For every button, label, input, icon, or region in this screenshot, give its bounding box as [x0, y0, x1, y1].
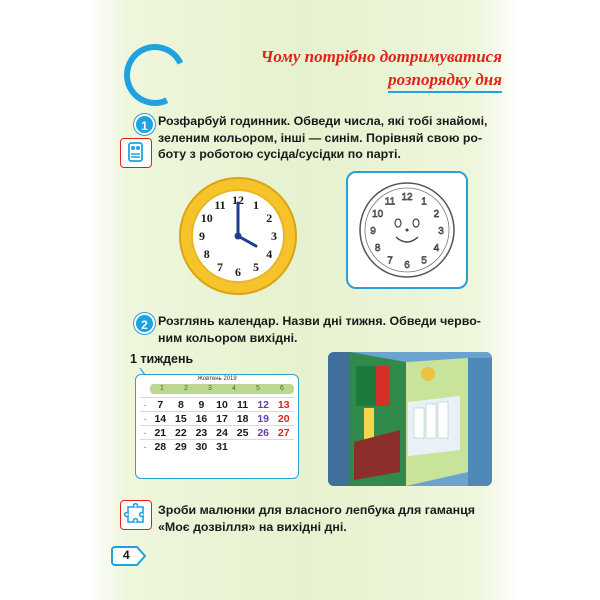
calendar-header-cell: 6	[280, 385, 284, 392]
calendar-day: 26	[257, 427, 270, 439]
calendar-day: 7	[157, 399, 164, 411]
sketch-clock-number: 11	[384, 196, 396, 208]
sketch-clock-number: 2	[433, 209, 440, 220]
calendar-day: 31	[216, 441, 228, 453]
calendar-day: 22	[175, 427, 187, 439]
task-2-text	[158, 313, 496, 346]
calendar-header-cell: 3	[208, 385, 212, 392]
calendar-day: 10	[216, 399, 228, 411]
task-3-line: «Моє дозвілля» на вихідні дні.	[158, 519, 347, 534]
calendar-day: 18	[236, 413, 249, 425]
sketch-clock-number: 8	[374, 243, 381, 254]
clock-number: 11	[214, 197, 226, 212]
calendar-month-title: Жовтень 2019	[197, 376, 237, 382]
lapbook-photo	[328, 352, 492, 486]
coloring-clock-frame	[346, 171, 468, 289]
calendar-day: 19	[257, 413, 270, 425]
calendar-header-cell: 5	[256, 385, 260, 392]
calendar-grid	[140, 397, 294, 453]
sketch-clock-number: 3	[438, 226, 444, 237]
sketch-clock-number: 7	[387, 255, 393, 267]
clock-number: 3	[271, 229, 277, 243]
sketch-clock-number: 9	[370, 226, 376, 237]
clock-number: 4	[266, 247, 273, 261]
calendar-row	[140, 425, 294, 439]
calendar-day: 16	[195, 413, 208, 425]
clock-number: 10	[200, 211, 213, 225]
title-line-1: Чому потрібно дотримуватися	[260, 47, 502, 66]
calendar-day: 12	[257, 399, 270, 411]
calendar-day: 29	[175, 441, 187, 453]
calendar-week-marker: -	[143, 400, 147, 410]
puzzle-icon	[120, 500, 152, 530]
calendar-day: 27	[277, 427, 290, 439]
sketch-clock-number: 6	[404, 260, 410, 271]
task-1-text	[158, 113, 496, 163]
calendar-row	[140, 411, 294, 425]
task-2-number-badge: 2	[134, 313, 155, 334]
calendar-header-cell: 4	[232, 385, 236, 392]
page-title	[150, 46, 502, 96]
calendar-day: 9	[198, 399, 205, 411]
task-1-line: Розфарбуй годинник. Обведи числа, які тобі знайомі,	[158, 114, 488, 128]
calendar-week-marker: -	[143, 428, 147, 438]
task-2-line: Розглянь календар. Назви дні тижня. Обведи черво-	[158, 314, 481, 328]
sketch-clock-number: 1	[421, 196, 427, 208]
calendar-row	[140, 397, 294, 411]
sketch-clock-number: 4	[433, 243, 440, 254]
pair-work-icon	[120, 138, 152, 168]
calendar-day: 25	[236, 427, 249, 439]
clock-number: 12	[232, 193, 244, 207]
clock-number: 5	[253, 260, 259, 275]
sketch-clock-number: 10	[372, 209, 384, 220]
clock-number: 9	[199, 229, 205, 243]
sketch-clock-number: 12	[401, 192, 413, 203]
page-number-tab	[111, 545, 149, 567]
calendar-header-cell: 1	[160, 385, 164, 392]
calendar-day: 20	[277, 413, 290, 425]
page-number: 4	[123, 548, 130, 562]
calendar-day: 30	[195, 441, 208, 453]
calendar-day: 24	[216, 427, 228, 439]
title-line-2: розпорядку дня	[388, 69, 502, 93]
calendar-day: 13	[277, 399, 290, 411]
alarm-clock-illustration	[178, 176, 298, 296]
calendar-day: 14	[154, 413, 167, 425]
calendar-day: 17	[216, 413, 228, 425]
task-1-number-badge: 1	[134, 114, 155, 135]
calendar-day: 28	[154, 441, 167, 453]
clock-number: 8	[203, 247, 210, 261]
calendar-day	[253, 440, 274, 453]
week-label: 1 тиждень	[130, 352, 194, 366]
calendar-header-cell: 2	[184, 385, 188, 392]
calendar-week-marker: -	[143, 442, 147, 452]
calendar-day: 23	[195, 427, 208, 439]
sketch-clock-number: 5	[421, 255, 427, 267]
task-3-line: Зроби малюнки для власного лепбука для гаманця	[158, 503, 475, 517]
task-1-line: боту з роботою сусіда/сусідки по парті.	[158, 147, 401, 161]
calendar-day: 8	[177, 399, 184, 411]
task-3-text	[158, 502, 496, 535]
calendar-day: 15	[175, 413, 187, 425]
calendar-day	[232, 440, 253, 453]
clock-number: 2	[266, 211, 273, 225]
calendar-week-marker: -	[143, 414, 147, 424]
task-1-line: зеленим кольором, інші — синім. Порівняй свою ро-	[158, 130, 483, 145]
calendar-week-header	[150, 384, 294, 394]
calendar	[135, 374, 299, 479]
calendar-day	[273, 440, 294, 453]
clock-number: 1	[253, 197, 259, 212]
calendar-row	[140, 439, 294, 453]
task-2-line: ним кольором вихідні.	[158, 330, 298, 345]
clock-number: 6	[235, 265, 241, 279]
calendar-day: 11	[237, 399, 249, 411]
calendar-day: 21	[154, 427, 167, 439]
clock-number: 7	[217, 260, 223, 275]
